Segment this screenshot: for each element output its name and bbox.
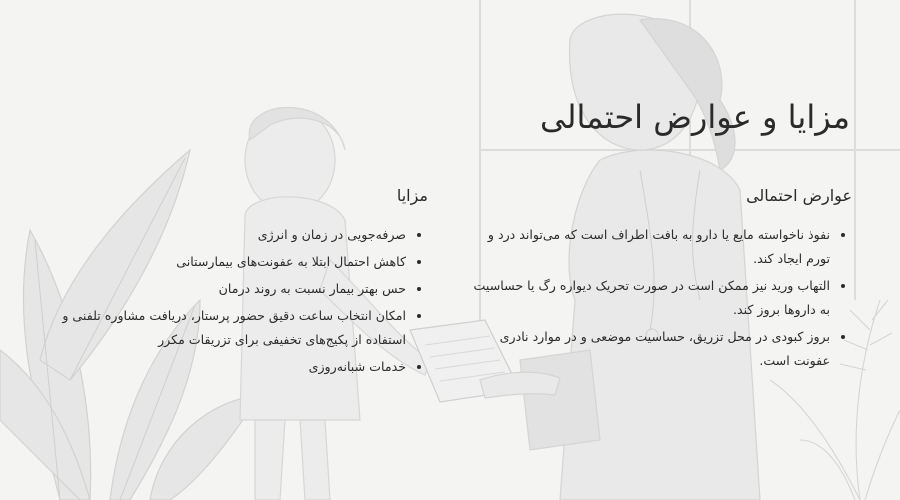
list-item: • صرفه‌جویی در زمان و انرژی [38, 223, 406, 247]
benefits-list [38, 223, 428, 379]
list-item: • کاهش احتمال ابتلا به عفونت‌های بیمارستانی [38, 250, 406, 274]
list-item: • خدمات شبانه‌روزی [38, 355, 406, 379]
side-effects-heading: عوارض احتمالی [746, 186, 852, 205]
side-effects-list [472, 223, 852, 373]
benefits-heading: مزایا [396, 186, 428, 205]
list-item: • بروز کبودی در محل تزریق، حساسیت موضعی و در موارد نادری عفونت است. [472, 325, 830, 373]
list-item: • امکان انتخاب ساعت دقیق حضور پرستار، دریافت مشاوره تلفنی و استفاده از پکیج‌های تخفیفی برای تزریقات مکرر [38, 304, 406, 352]
list-item: • نفوذ ناخواسته مایع یا دارو به بافت اطراف است که می‌تواند درد و تورم ایجاد کند. [472, 223, 830, 271]
benefits-section [38, 186, 428, 382]
slide-title: مزایا و عوارض احتمالی [540, 98, 850, 136]
list-item: • حس بهتر بیمار نسبت به روند درمان [38, 277, 406, 301]
side-effects-section [472, 186, 852, 376]
list-item: • التهاب ورید نیز ممکن است در صورت تحریک دیواره رگ یا حساسیت به داروها بروز کند. [472, 274, 830, 322]
